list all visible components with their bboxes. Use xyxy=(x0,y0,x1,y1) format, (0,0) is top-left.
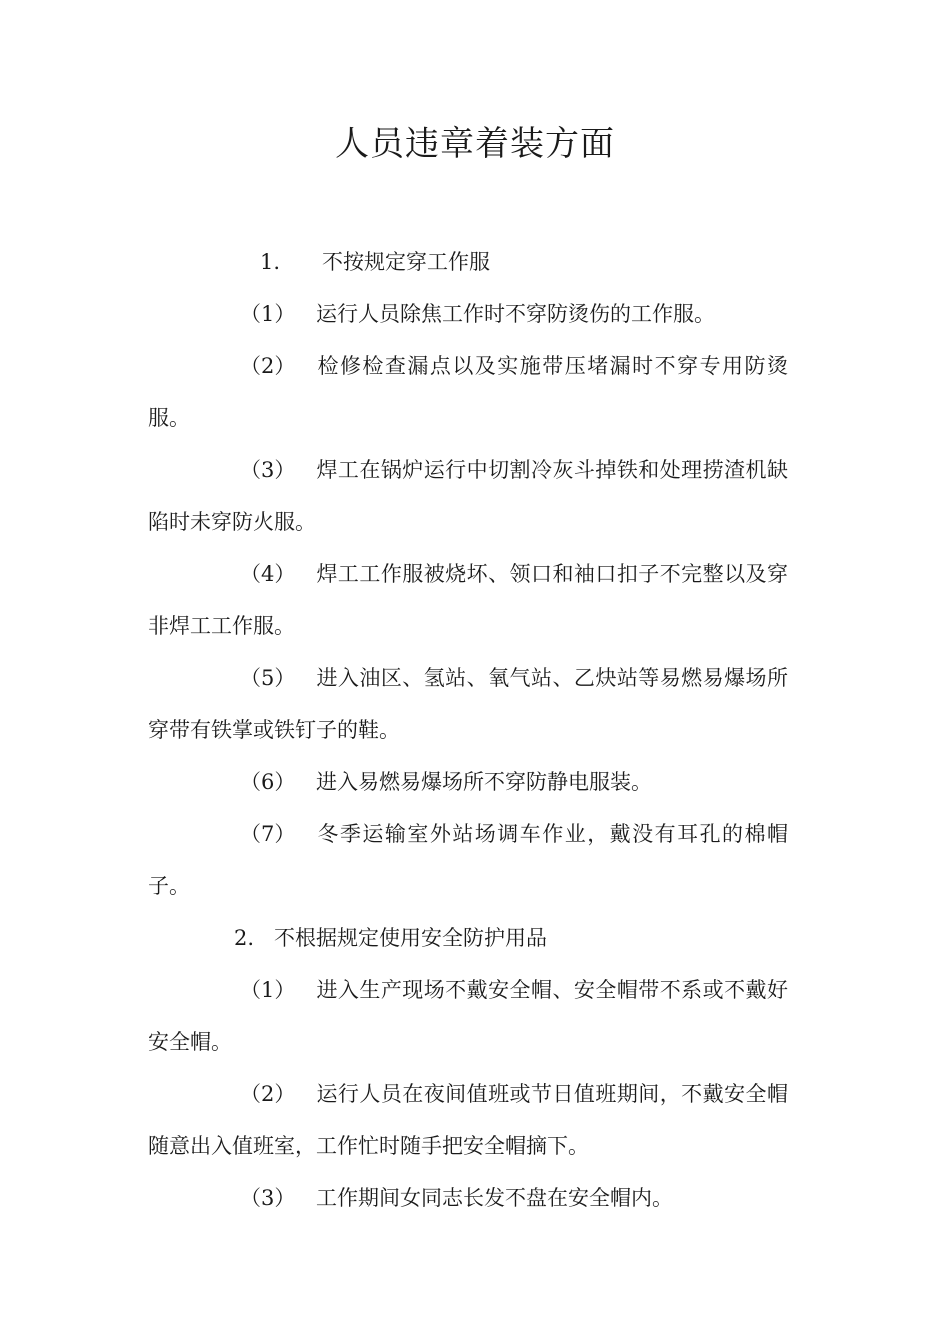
list-item xyxy=(148,652,788,756)
list-item xyxy=(148,1172,788,1224)
section-heading-text: 不根据规定使用安全防护用品 xyxy=(274,926,547,950)
item-text: 进入生产现场不戴安全帽、安全帽带不系或不戴好安全帽。 xyxy=(148,978,788,1054)
item-number: （3） xyxy=(240,1186,296,1210)
item-text: 焊工在锅炉运行中切割冷灰斗掉铁和处理捞渣机缺陷时未穿防火服。 xyxy=(148,458,788,534)
section-heading-text: 不按规定穿工作服 xyxy=(322,250,490,274)
list-item xyxy=(148,808,788,912)
item-number: （3） xyxy=(240,458,296,482)
section-heading-1 xyxy=(148,236,788,288)
item-number: （1） xyxy=(240,302,296,326)
item-number: （4） xyxy=(240,562,296,586)
document-body xyxy=(148,236,788,1224)
section-number: 1. xyxy=(260,250,281,274)
item-text: 进入易燃易爆场所不穿防静电服装。 xyxy=(316,770,652,794)
item-number: （1） xyxy=(240,978,296,1002)
list-item xyxy=(148,444,788,548)
item-number: （2） xyxy=(240,1082,296,1106)
list-item xyxy=(148,964,788,1068)
list-item xyxy=(148,548,788,652)
list-item xyxy=(148,288,788,340)
item-number: （6） xyxy=(240,770,296,794)
item-number: （5） xyxy=(240,666,296,690)
item-number: （2） xyxy=(240,354,296,378)
item-number: （7） xyxy=(240,822,296,846)
list-item xyxy=(148,1068,788,1172)
section-heading-2 xyxy=(148,912,788,964)
item-text: 焊工工作服被烧坏、领口和袖口扣子不完整以及穿非焊工工作服。 xyxy=(148,562,788,638)
document-title: 人员违章着装方面 xyxy=(335,124,615,164)
item-text: 运行人员除焦工作时不穿防烫伤的工作服。 xyxy=(316,302,715,326)
item-text: 运行人员在夜间值班或节日值班期间，不戴安全帽随意出入值班室，工作忙时随手把安全帽摘下。 xyxy=(148,1082,788,1158)
list-item xyxy=(148,756,788,808)
section-number: 2. xyxy=(234,926,255,950)
list-item xyxy=(148,340,788,444)
item-text: 检修检查漏点以及实施带压堵漏时不穿专用防烫服。 xyxy=(148,354,788,430)
item-text: 冬季运输室外站场调车作业，戴没有耳孔的棉帽子。 xyxy=(148,822,788,898)
item-text: 进入油区、氢站、氧气站、乙炔站等易燃易爆场所穿带有铁掌或铁钉子的鞋。 xyxy=(148,666,788,742)
item-text: 工作期间女同志长发不盘在安全帽内。 xyxy=(316,1186,673,1210)
